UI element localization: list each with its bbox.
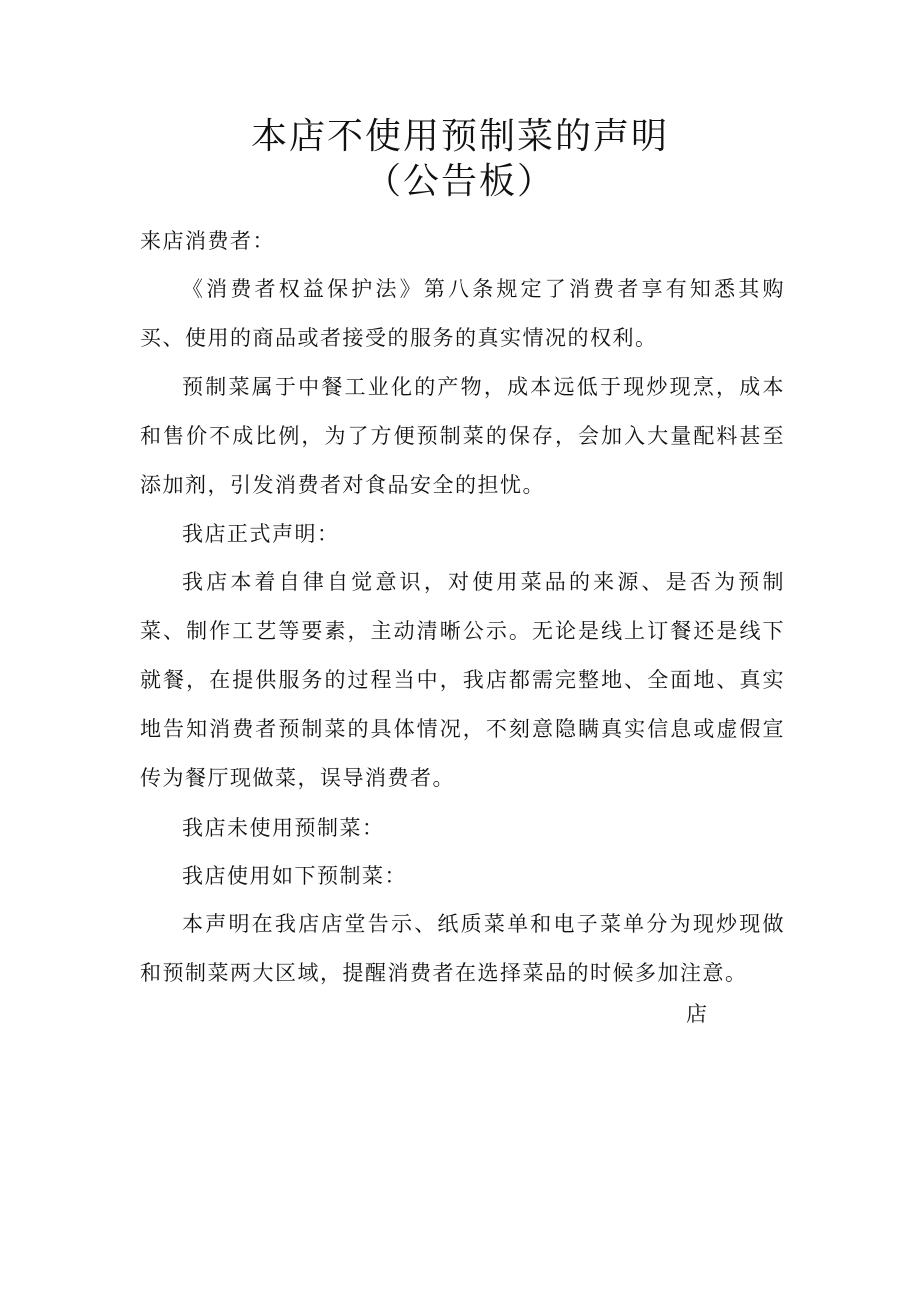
- paragraph-formal-declaration-heading: 我店正式声明：: [182, 522, 340, 546]
- document-subtitle: （公告板）: [364, 161, 555, 202]
- paragraph-disclosure-commitment: 我店本着自律自觉意识，对使用菜品的来源、是否为预制菜、制作工艺等要素，主动清晰公示。无论是线上订餐还是线下就餐，在提供服务的过程当中，我店都需完整地、全面地、真实地告知消费者预制菜的具体情况，不刻意隐瞒真实信息或虚假宣传为餐厅现做菜，误导消费者。: [140, 570, 785, 790]
- paragraph-law-reference: 《消费者权益保护法》第八条规定了消费者享有知悉其购买、使用的商品或者接受的服务的真实情况的权利。: [140, 277, 785, 350]
- paragraph-prepared-dishes-concern: 预制菜属于中餐工业化的产物，成本远低于现炒现烹，成本和售价不成比例，为了方便预制菜的保存，会加入大量配料甚至添加剂，引发消费者对食品安全的担忧。: [140, 375, 785, 497]
- document-title: 本店不使用预制菜的声明: [250, 116, 669, 157]
- store-signature: 店: [686, 1002, 707, 1026]
- paragraph-not-using-prepared-dishes: 我店未使用预制菜：: [182, 816, 385, 840]
- salutation: 来店消费者：: [140, 229, 275, 253]
- paragraph-using-prepared-dishes: 我店使用如下预制菜：: [182, 864, 407, 888]
- paragraph-menu-notice: 本声明在我店店堂告示、纸质菜单和电子菜单分为现炒现做和预制菜两大区域，提醒消费者在选择菜品的时候多加注意。: [140, 912, 785, 985]
